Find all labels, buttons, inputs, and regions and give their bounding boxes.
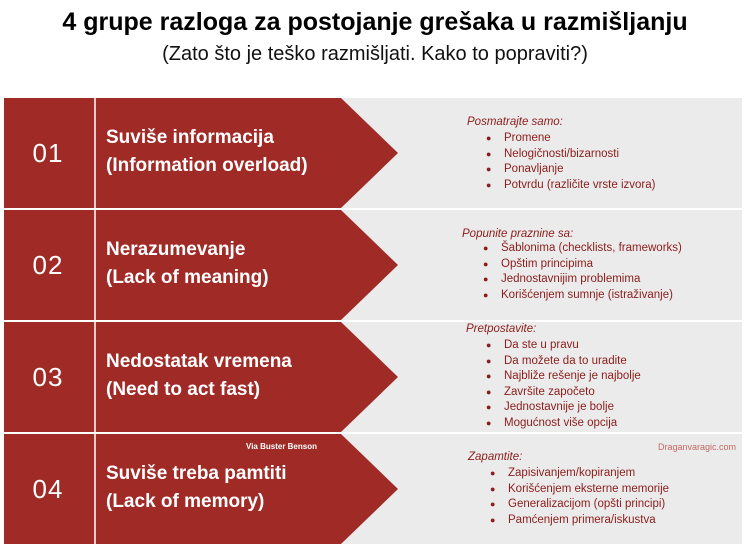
list-item: ● Korišćenjem sumnje (istraživanje)	[483, 288, 682, 304]
bullet-icon: ●	[486, 148, 492, 159]
list-item: ● Šablonima (checklists, frameworks)	[483, 241, 682, 257]
group-title-2: Nerazumevanje	[106, 239, 246, 260]
list-item: ● Jednostavnijim problemima	[483, 272, 682, 288]
list-item: ● Ponavljanje	[486, 162, 655, 178]
group-subtitle-4: (Lack of memory)	[106, 491, 265, 512]
group-intro-3: Pretpostavite:	[466, 323, 537, 335]
credit-text: Via Buster Benson	[246, 442, 317, 451]
group-heading-4	[106, 460, 287, 516]
bullet-icon: ●	[483, 289, 489, 300]
page-title: 4 grupe razloga za postojanje grešaka u razmišljanju	[62, 8, 688, 36]
bullet-icon: ●	[486, 371, 492, 381]
bullet-icon: ●	[486, 386, 492, 397]
bullet-icon: ●	[483, 258, 489, 269]
group-heading-1	[106, 124, 308, 180]
list-item: ● Završite započeto	[486, 385, 641, 401]
list-item: ● Zapisivanjem/kopiranjem	[490, 466, 669, 482]
group-number-2: 02	[32, 250, 64, 280]
list-item: ● Jednostavnije je bolje	[486, 400, 641, 416]
group-list-4	[490, 466, 669, 528]
group-intro-4: Zapamtite:	[468, 451, 523, 463]
bullet-icon: ●	[486, 417, 492, 428]
list-item: ● Mogućnost više opcija	[486, 416, 641, 432]
group-subtitle-3: (Need to act fast)	[106, 379, 261, 400]
bullet-icon: ●	[483, 274, 489, 284]
list-item: ● Potvrdu (različite vrste izvora)	[486, 178, 655, 194]
list-item: ● Pamćenjem primera/iskustva	[490, 513, 669, 529]
bullet-icon: ●	[490, 514, 496, 525]
list-item: ● Da ste u pravu	[486, 338, 641, 354]
list-item: ● Generalizacijom (opšti principi)	[490, 497, 669, 513]
watermark-text: Draganvaragic.com	[658, 442, 737, 452]
group-intro-1: Posmatrajte samo:	[467, 116, 563, 128]
list-item: ● Najbliže rešenje je najbolje	[486, 369, 641, 385]
group-number-3: 03	[32, 362, 64, 392]
list-item: ● Da možete da to uradite	[486, 354, 641, 370]
group-list-3	[486, 338, 641, 431]
group-list-1	[486, 131, 655, 193]
group-title-4: Suviše treba pamtiti	[106, 463, 287, 484]
group-heading-2	[106, 236, 269, 292]
bullet-icon: ●	[486, 133, 492, 143]
bullet-icon: ●	[486, 355, 492, 366]
list-item: ● Nelogičnosti/bizarnosti	[486, 147, 655, 163]
list-item: ● Opštim principima	[483, 257, 682, 273]
group-title-1: Suviše informacija	[106, 127, 274, 148]
group-subtitle-2: (Lack of meaning)	[106, 267, 269, 288]
bullet-icon: ●	[490, 499, 496, 509]
bullet-icon: ●	[486, 164, 492, 174]
group-intro-2: Popunite praznine sa:	[462, 228, 574, 240]
bullet-icon: ●	[483, 243, 489, 253]
bullet-icon: ●	[486, 340, 492, 350]
list-item: ● Korišćenjem eksterne memorije	[490, 482, 669, 498]
list-item: ● Promene	[486, 131, 655, 147]
group-title-3: Nedostatak vremena	[106, 351, 292, 372]
group-subtitle-1: (Information overload)	[106, 155, 308, 176]
bullet-icon: ●	[486, 402, 492, 412]
bullet-icon: ●	[490, 468, 496, 478]
page-subtitle: (Zato što je teško razmišljati. Kako to popraviti?)	[162, 43, 588, 65]
group-heading-3	[106, 348, 292, 404]
group-number-1: 01	[32, 138, 64, 168]
bullet-icon: ●	[486, 179, 492, 190]
group-number-4: 04	[32, 474, 64, 504]
bullet-icon: ●	[490, 483, 496, 494]
group-list-2	[483, 241, 682, 303]
